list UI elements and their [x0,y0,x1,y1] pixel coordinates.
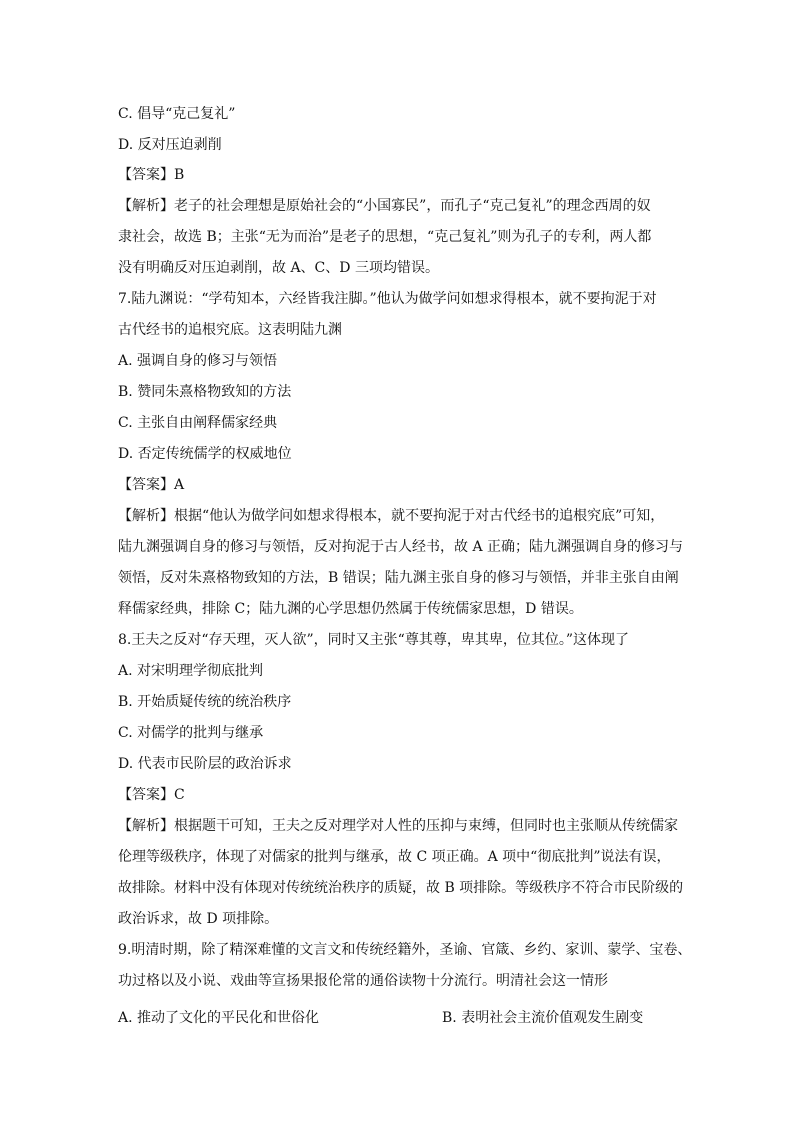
q9-option-b: B. 表明社会主流价值观发生剧变 [442,1010,644,1026]
q9-stem-line: 9.明清时期，除了精深难懂的文言文和传统经籍外，圣谕、官箴、乡约、家训、蒙学、宝卷、 [118,942,692,958]
q8-option-a: A. 对宋明理学彻底批判 [118,663,264,679]
q7-option-a: A. 强调自身的修习与领悟 [118,353,278,369]
q7-option-b: B. 赞同朱熹格物致知的方法 [118,384,292,400]
q8-explanation-line: 【解析】根据题干可知，王夫之反对理学对人性的压抑与束缚，但同时也主张顺从传统儒家 [118,818,678,834]
q9-option-a: A. 推动了文化的平民化和世俗化 [118,1010,320,1026]
q8-explanation-line: 伦理等级秩序，体现了对儒家的批判与继承，故 C 项正确。A 项中“彻底批判”说法有误， [118,849,671,865]
q7-stem-line: 7.陆九渊说：“学苟知本，六经皆我注脚。”他认为做学问如想求得根本，就不要拘泥于对 [118,291,657,307]
q6-explanation-line: 隶社会，故选 B；主张“无为而治”是老子的思想，“克己复礼”则为孔子的专利，两人都 [118,229,652,245]
q6-explanation-line: 【解析】老子的社会理想是原始社会的“小国寡民”，而孔子“克己复礼”的理念西周的奴 [118,198,651,214]
q6-option-d: D. 反对压迫剥削 [118,137,222,153]
q8-option-c: C. 对儒学的批判与继承 [118,725,264,741]
q6-answer: 【答案】B [118,167,185,183]
q9-options-row [118,1008,688,1028]
q8-answer: 【答案】C [118,787,185,803]
q7-explanation-line: 释儒家经典，排除 C；陆九渊的心学思想仍然属于传统儒家思想，D 错误。 [118,601,583,617]
q9-stem-line: 功过格以及小说、戏曲等宣扬果报伦常的通俗读物十分流行。明清社会这一情形 [118,973,608,989]
q7-answer: 【答案】A [118,477,185,493]
q8-option-b: B. 开始质疑传统的统治秩序 [118,694,292,710]
q8-explanation-line: 政治诉求，故 D 项排除。 [118,911,279,927]
q6-option-c: C. 倡导“克己复礼” [118,106,236,122]
q6-explanation-line: 没有明确反对压迫剥削，故 A、C、D 三项均错误。 [118,260,439,276]
q8-explanation-line: 故排除。材料中没有体现对传统统治秩序的质疑，故 B 项排除。等级秩序不符合市民阶级的 [118,880,684,896]
q7-explanation-line: 领悟，反对朱熹格物致知的方法，B 错误；陆九渊主张自身的修习与领悟，并非主张自由阐 [118,570,679,586]
q7-stem-line: 古代经书的追根究底。这表明陆九渊 [118,322,342,338]
q7-explanation-line: 陆九渊强调自身的修习与领悟，反对拘泥于古人经书，故 A 正确；陆九渊强调自身的修习与 [118,539,684,555]
q7-explanation-line: 【解析】根据“他认为做学问如想求得根本，就不要拘泥于对古代经书的追根究底”可知， [118,508,665,524]
q7-option-c: C. 主张自由阐释儒家经典 [118,415,278,431]
q8-stem-line: 8.王夫之反对“存天理，灭人欲”，同时又主张“尊其尊，卑其卑，位其位。”这体现了 [118,632,629,648]
q8-option-d: D. 代表市民阶层的政治诉求 [118,756,292,772]
q7-option-d: D. 否定传统儒学的权威地位 [118,446,292,462]
